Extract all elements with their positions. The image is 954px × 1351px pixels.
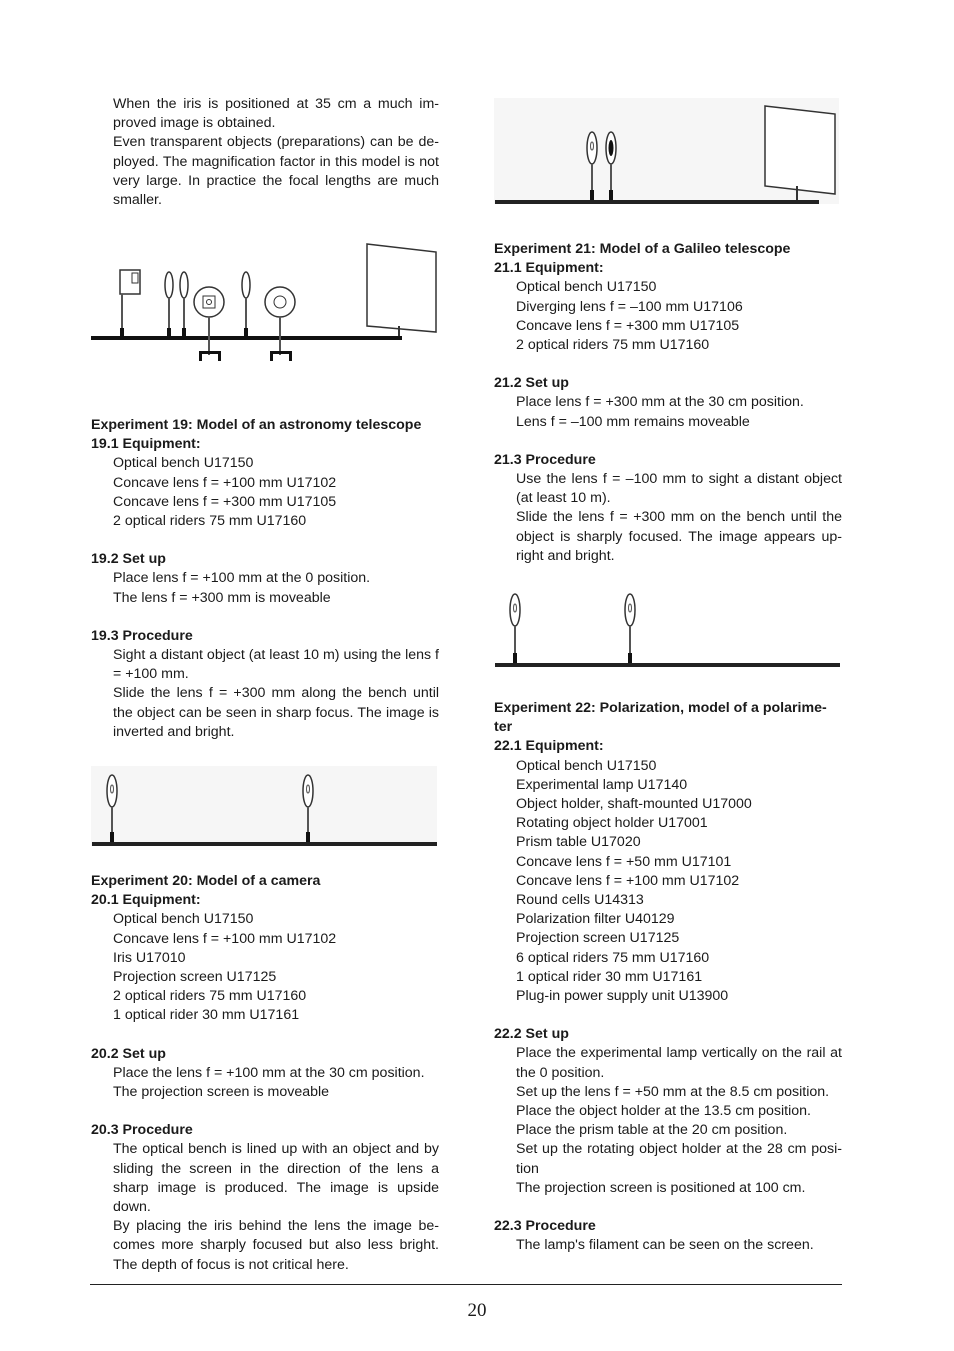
list-item: Use the lens f = –100 mm to sight a distant object (at least 10 m). [516, 471, 842, 507]
list-item: Object holder, shaft-mounted U17000 [516, 796, 752, 813]
list-item: Place the object holder at the 13.5 cm position. [516, 1103, 811, 1120]
setup-text [91, 1064, 439, 1102]
list-item: Round cells U14313 [516, 892, 644, 909]
experiment-21-title: Experiment 21: Model of a Galileo telescope [494, 241, 791, 257]
list-item: Prism table U17020 [516, 834, 641, 851]
page-number: 20 [467, 1300, 487, 1321]
list-item: Concave lens f = +300 mm U17105 [113, 493, 337, 510]
list-item: Concave lens f = +300 mm U17105 [516, 317, 740, 334]
list-item: 2 optical riders 75 mm U17160 [113, 988, 307, 1005]
experiment-21 [494, 240, 842, 566]
experiment-22 [494, 699, 842, 1255]
experiment-19 [91, 416, 439, 742]
section-heading: 22.3 Procedure [494, 1218, 596, 1235]
footer-rule [90, 1284, 842, 1285]
figure-galileo-telescope [494, 588, 842, 670]
intro-paragraph: Even transparent objects (preparations) can be de-ployed. The magnification factor in this model is not very large. In practice the focal lengths are much smaller. [113, 134, 439, 209]
equipment-list [91, 454, 439, 531]
list-item: Sight a distant object (at least 10 m) using the lens f = +100 mm. [113, 647, 439, 683]
section-heading: 20.1 Equipment: [91, 892, 201, 909]
list-item: Place the prism table at the 20 cm position. [516, 1122, 788, 1139]
section-heading: 20.3 Procedure [91, 1122, 193, 1139]
list-item: Diverging lens f = –100 mm U17106 [516, 298, 743, 315]
section-heading: 19.3 Procedure [91, 627, 193, 644]
section-heading: 20.2 Set up [91, 1045, 166, 1062]
list-item: Polarization filter U40129 [516, 911, 675, 928]
list-item: 6 optical riders 75 mm U17160 [516, 949, 710, 966]
section-heading: 21.3 Procedure [494, 451, 596, 468]
experiment-20-title: Experiment 20: Model of a camera [91, 873, 321, 889]
list-item: Place lens f = +300 mm at the 30 cm position. [516, 394, 804, 411]
list-item: Place the experimental lamp vertically on the rail at the 0 position. [516, 1045, 842, 1081]
list-item: The optical bench is lined up with an object and by sliding the screen in the direction of the lens a sharp image is produced. The image is upside down. [113, 1141, 439, 1216]
list-item: 2 optical riders 75 mm U17160 [113, 513, 307, 530]
list-item: Optical bench U17150 [113, 455, 254, 472]
equipment-list [494, 278, 842, 355]
list-item: The projection screen is moveable [113, 1084, 330, 1101]
equipment-list [494, 757, 842, 1007]
procedure-text [91, 1140, 439, 1274]
list-item: Iris U17010 [113, 949, 186, 966]
list-item: Lens f = –100 mm remains moveable [516, 413, 750, 430]
list-item: Projection screen U17125 [113, 969, 277, 986]
figure-camera [494, 98, 842, 208]
list-item: Optical bench U17150 [516, 279, 657, 296]
list-item: The projection screen is positioned at 100 cm. [516, 1179, 806, 1196]
list-item: Experimental lamp U17140 [516, 776, 688, 793]
section-heading: 19.2 Set up [91, 551, 166, 568]
list-item: Concave lens f = +100 mm U17102 [113, 474, 337, 491]
procedure-text [494, 470, 842, 566]
list-item: Concave lens f = +50 mm U17101 [516, 853, 732, 870]
list-item: Place lens f = +100 mm at the 0 position. [113, 570, 371, 587]
list-item: Set up the rotating object holder at the 28 cm posi-tion [516, 1141, 842, 1177]
procedure-text [91, 646, 439, 742]
experiment-22-title: Experiment 22: Polarization, model of a polarime-ter [494, 700, 827, 736]
intro-paragraph: When the iris is positioned at 35 cm a much im-proved image is obtained. [113, 96, 439, 132]
list-item: Set up the lens f = +50 mm at the 8.5 cm position. [516, 1083, 830, 1100]
list-item: Slide the lens f = +300 mm on the bench until the object is sharply focused. The image appears up-right and bright. [516, 509, 842, 564]
setup-text [91, 569, 439, 607]
intro-text [91, 95, 439, 210]
section-heading: 22.2 Set up [494, 1026, 569, 1043]
list-item: By placing the iris behind the lens the image be-comes more sharply focused but also less bright. The depth of focus is not critical here. [113, 1218, 439, 1273]
section-heading: 22.1 Equipment: [494, 738, 604, 755]
equipment-list [91, 910, 439, 1025]
list-item: Optical bench U17150 [516, 757, 657, 774]
list-item: 1 optical rider 30 mm U17161 [113, 1007, 300, 1024]
list-item: Optical bench U17150 [113, 911, 254, 928]
figure-astronomy-telescope [91, 766, 439, 851]
procedure-text [494, 1236, 842, 1255]
section-heading: 21.2 Set up [494, 375, 569, 392]
list-item: Plug-in power supply unit U13900 [516, 988, 729, 1005]
list-item: Concave lens f = +100 mm U17102 [516, 872, 740, 889]
section-heading: 19.1 Equipment: [91, 436, 201, 453]
setup-text [494, 1044, 842, 1198]
list-item: Concave lens f = +100 mm U17102 [113, 930, 337, 947]
setup-text [494, 393, 842, 431]
section-heading: 21.1 Equipment: [494, 260, 604, 277]
list-item: Rotating object holder U17001 [516, 815, 708, 832]
list-item: 2 optical riders 75 mm U17160 [516, 337, 710, 354]
experiment-20 [91, 872, 439, 1275]
figure-polarimeter-setup [91, 240, 439, 365]
list-item: 1 optical rider 30 mm U17161 [516, 968, 703, 985]
list-item: Slide the lens f = +300 mm along the bench until the object can be seen in sharp focus. The image is inverted and bright. [113, 685, 439, 740]
list-item: Place the lens f = +100 mm at the 30 cm position. [113, 1064, 425, 1081]
experiment-19-title: Experiment 19: Model of an astronomy telescope [91, 417, 422, 433]
list-item: Projection screen U17125 [516, 930, 680, 947]
list-item: The lens f = +300 mm is moveable [113, 589, 331, 606]
list-item: The lamp's filament can be seen on the screen. [516, 1237, 814, 1254]
